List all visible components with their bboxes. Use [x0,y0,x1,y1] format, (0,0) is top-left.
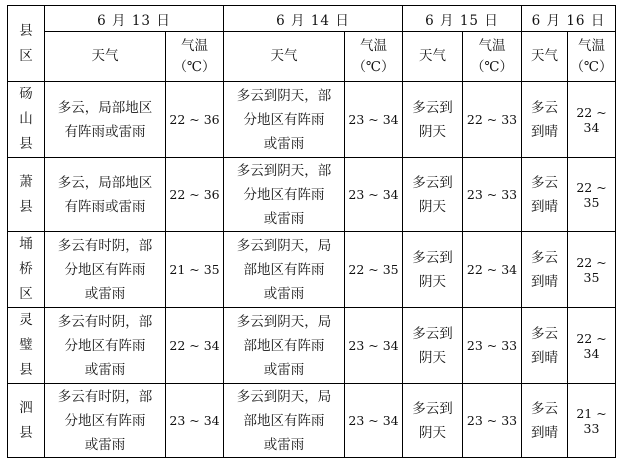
county-cell [8,384,45,458]
county-cell [8,232,45,308]
weather-line: 阴天 [419,424,446,441]
temp-cell: 22 ~ 36 [166,82,224,158]
county-char: 泗 [19,399,33,416]
weather-line: 或雷雨 [263,361,305,378]
temp-header-unit: （℃） [352,58,395,75]
county-char: 桥 [19,261,33,277]
temp-cell: 23 ~ 34 [345,158,403,232]
weather-line: 到晴 [531,123,558,140]
weather-line: 部地区有阵雨 [243,412,325,429]
weather-header: 天气 [224,32,345,82]
county-char: 璧 [19,337,33,353]
weather-line: 多云 [531,325,558,342]
header-row-fields [8,32,616,82]
county-char: 县 [19,198,33,215]
temp-cell: 22 ~ 34 [166,308,224,384]
temp-header [568,32,616,82]
temp-cell: 22 ~ 36 [166,158,224,232]
weather-cell [403,158,463,232]
temp-cell: 22 ~ 35 [568,158,616,232]
temp-cell: 23 ~ 34 [345,82,403,158]
weather-line: 到晴 [531,424,558,441]
temp-header [463,32,522,82]
table-row [8,308,616,384]
weather-line: 阴天 [419,123,446,140]
weather-line: 或雷雨 [84,436,126,453]
temp-header-label: 气温 [181,37,208,54]
date-header-d15: 6 月 15 日 [403,6,522,32]
weather-line: 多云到阴天，部 [236,162,332,179]
weather-line: 多云，局部地区 [57,174,153,191]
weather-cell [522,232,568,308]
weather-line: 或雷雨 [263,285,305,302]
temp-cell: 22 ~ 34 [568,308,616,384]
temp-cell: 23 ~ 33 [463,308,522,384]
weather-line: 多云到阴天，部 [236,87,332,104]
weather-line: 多云 [531,400,558,417]
weather-line: 多云到 [412,249,453,266]
weather-header: 天气 [403,32,463,82]
county-header-char: 区 [19,47,33,64]
county-char: 砀 [19,86,33,102]
weather-cell [224,308,345,384]
temp-cell: 21 ~ 35 [166,232,224,308]
county-cell [8,308,45,384]
table-row [8,232,616,308]
temp-cell: 21 ~ 33 [568,384,616,458]
weather-line: 或雷雨 [263,436,305,453]
temp-header-label: 气温 [578,37,605,54]
weather-header: 天气 [45,32,166,82]
weather-line: 到晴 [531,273,558,290]
county-char: 县 [19,362,33,378]
weather-line: 多云有时阴，部 [57,237,153,254]
county-char: 萧 [19,173,33,190]
date-header-d13: 6 月 13 日 [45,6,224,32]
weather-line: 多云到 [412,174,453,191]
header-row-dates [8,6,616,32]
temp-cell: 23 ~ 34 [166,384,224,458]
table-row [8,384,616,458]
temp-cell: 22 ~ 33 [463,82,522,158]
weather-line: 多云到 [412,400,453,417]
temp-header-unit: （℃） [570,58,613,75]
weather-line: 多云 [531,99,558,116]
county-char: 县 [19,136,33,152]
weather-line: 分地区有阵雨 [64,412,146,429]
weather-line: 多云有时阴，部 [57,313,153,330]
county-char: 山 [19,111,33,127]
weather-forecast-table [7,5,616,458]
temp-header-label: 气温 [360,37,387,54]
weather-cell [224,232,345,308]
weather-cell [45,82,166,158]
weather-line: 分地区有阵雨 [64,261,146,278]
weather-line: 多云到阴天，局 [236,237,332,254]
weather-line: 或雷雨 [84,361,126,378]
weather-line: 有阵雨或雷雨 [64,198,146,215]
county-char: 县 [19,424,33,441]
temp-cell: 23 ~ 34 [345,308,403,384]
temp-cell: 23 ~ 33 [463,158,522,232]
weather-line: 部地区有阵雨 [243,261,325,278]
weather-line: 有阵雨或雷雨 [64,123,146,140]
weather-cell [224,384,345,458]
forecast-table-container [7,5,616,458]
weather-cell [522,308,568,384]
weather-line: 或雷雨 [263,210,305,227]
county-cell [8,158,45,232]
weather-header: 天气 [522,32,568,82]
date-header-d14: 6 月 14 日 [224,6,403,32]
temp-cell: 22 ~ 34 [463,232,522,308]
weather-line: 多云 [531,249,558,266]
county-cell [8,82,45,158]
weather-line: 多云，局部地区 [57,99,153,116]
weather-cell [224,82,345,158]
weather-cell [403,232,463,308]
temp-cell: 22 ~ 34 [568,82,616,158]
weather-cell [45,158,166,232]
weather-line: 多云到阴天，局 [236,313,332,330]
weather-cell [224,158,345,232]
weather-cell [403,384,463,458]
weather-cell [45,384,166,458]
weather-line: 多云到阴天，局 [236,388,332,405]
weather-cell [403,308,463,384]
county-char: 埇 [19,236,33,252]
table-row [8,158,616,232]
county-char: 灵 [19,312,33,328]
temp-cell: 22 ~ 35 [345,232,403,308]
weather-cell [45,232,166,308]
weather-line: 到晴 [531,349,558,366]
temp-header [345,32,403,82]
weather-line: 多云有时阴，部 [57,388,153,405]
temp-cell: 23 ~ 33 [463,384,522,458]
temp-header-unit: （℃） [470,58,514,75]
weather-line: 或雷雨 [263,135,305,152]
weather-line: 或雷雨 [84,285,126,302]
weather-line: 阴天 [419,198,446,215]
weather-line: 阴天 [419,273,446,290]
county-char: 区 [19,286,33,302]
weather-cell [522,158,568,232]
county-header-char: 县 [19,22,33,39]
weather-cell [45,308,166,384]
temp-header-unit: （℃） [173,58,216,75]
date-header-d16: 6 月 16 日 [522,6,616,32]
weather-line: 到晴 [531,198,558,215]
temp-header-label: 气温 [478,37,506,54]
county-header [8,6,45,82]
weather-line: 多云 [531,174,558,191]
weather-line: 部地区有阵雨 [243,337,325,354]
weather-cell [522,82,568,158]
weather-line: 分地区有阵雨 [64,337,146,354]
temp-cell: 22 ~ 35 [568,232,616,308]
temp-cell: 23 ~ 34 [345,384,403,458]
weather-cell [403,82,463,158]
weather-line: 多云到 [412,99,453,116]
weather-line: 阴天 [419,349,446,366]
temp-header [166,32,224,82]
table-row [8,82,616,158]
weather-cell [522,384,568,458]
weather-line: 分地区有阵雨 [243,111,325,128]
weather-line: 分地区有阵雨 [243,186,325,203]
weather-line: 多云到 [412,325,453,342]
